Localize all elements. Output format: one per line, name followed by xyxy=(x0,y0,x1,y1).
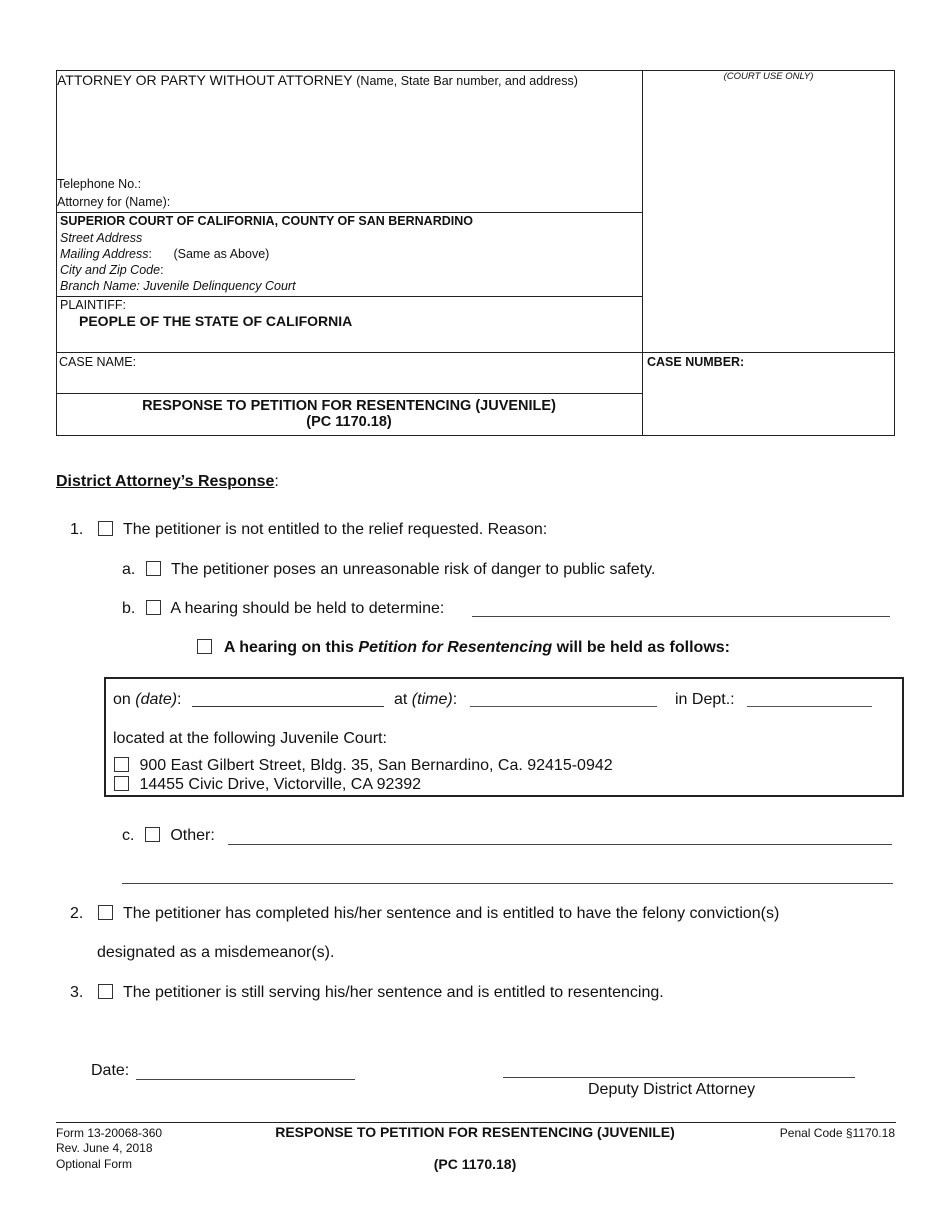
court-name: SUPERIOR COURT OF CALIFORNIA, COUNTY OF SAN BERNARDINO xyxy=(60,214,473,228)
hearing-date-colon: : xyxy=(177,691,182,708)
hearing-checkbox[interactable] xyxy=(197,639,212,654)
item-1 xyxy=(70,521,547,539)
hearing-text-italic: Petition for Resentencing xyxy=(358,639,553,656)
signer-title: Deputy District Attorney xyxy=(588,1081,756,1098)
item-1a xyxy=(122,561,655,579)
hearing-text-post: will be held as follows: xyxy=(552,639,730,656)
response-heading-text: District Attorney’s Response xyxy=(56,473,275,490)
item-1b-determine-line[interactable] xyxy=(472,616,890,617)
item-1b-text: A hearing should be held to determine: xyxy=(170,600,445,617)
footer-optional: Optional Form xyxy=(56,1157,133,1171)
plaintiff-label: PLAINTIFF: xyxy=(60,298,126,312)
item-2-number: 2. xyxy=(70,905,84,922)
court-option-1-text: 900 East Gilbert Street, Bldg. 35, San Bernardino, Ca. 92415-0942 xyxy=(139,757,613,774)
city-zip-label: City and Zip Code xyxy=(60,263,161,277)
hearing-dept-label: in Dept.: xyxy=(675,691,735,708)
footer-form-number: Form 13-20068-360 xyxy=(56,1126,163,1140)
item-1b-letter: b. xyxy=(122,600,136,617)
caption-divider-case xyxy=(56,352,895,353)
item-1-text: The petitioner is not entitled to the relief requested. Reason: xyxy=(122,521,548,538)
court-use-only: (COURT USE ONLY) xyxy=(723,71,814,82)
attorney-label: ATTORNEY OR PARTY WITHOUT ATTORNEY xyxy=(57,72,353,88)
mailing-address xyxy=(60,247,269,261)
item-1c xyxy=(122,827,215,845)
footer-title-1: RESPONSE TO PETITION FOR RESENTENCING (JUVENILE) xyxy=(275,1124,675,1140)
item-2-continuation: designated as a misdemeanor(s). xyxy=(97,944,335,961)
item-2-checkbox[interactable] xyxy=(98,905,113,920)
hearing-date-field xyxy=(113,691,182,709)
item-3-number: 3. xyxy=(70,984,84,1001)
item-1a-text: The petitioner poses an unreasonable risk of danger to public safety. xyxy=(170,561,656,578)
branch-name xyxy=(60,279,296,293)
attorney-heading xyxy=(57,72,578,88)
item-1c-letter: c. xyxy=(122,827,135,844)
item-1-number: 1. xyxy=(70,521,84,538)
item-1-checkbox[interactable] xyxy=(98,521,113,536)
item-1a-checkbox[interactable] xyxy=(146,561,161,576)
hearing-date-line[interactable] xyxy=(192,706,384,707)
city-zip xyxy=(60,263,164,277)
mailing-address-colon: : xyxy=(148,247,152,261)
telephone-label: Telephone No.: xyxy=(57,177,142,191)
street-address-label: Street Address xyxy=(60,231,143,245)
item-1b xyxy=(122,600,444,618)
caption-divider-vertical xyxy=(642,70,643,436)
item-1c-other-line-1[interactable] xyxy=(228,844,892,845)
item-3-checkbox[interactable] xyxy=(98,984,113,999)
hearing-on-label: on xyxy=(113,691,136,708)
form-title-line-2: (PC 1170.18) xyxy=(306,414,392,430)
hearing-time-line[interactable] xyxy=(470,706,657,707)
court-option-1 xyxy=(114,757,613,775)
case-number-label: CASE NUMBER: xyxy=(647,355,745,369)
footer-rule xyxy=(56,1122,896,1123)
case-name-label: CASE NAME: xyxy=(59,355,137,369)
mailing-address-label: Mailing Address xyxy=(60,247,149,261)
signature-date-line[interactable] xyxy=(136,1079,355,1080)
item-3-text: The petitioner is still serving his/her sentence and is entitled to resentencing. xyxy=(122,984,664,1001)
item-1c-other-line-2[interactable] xyxy=(122,883,893,884)
court-option-2-checkbox[interactable] xyxy=(114,776,129,791)
item-1c-checkbox[interactable] xyxy=(145,827,160,842)
item-1b-checkbox[interactable] xyxy=(146,600,161,615)
hearing-text-pre: A hearing on this xyxy=(223,639,359,656)
hearing-date-label: (date) xyxy=(135,691,178,708)
mailing-address-value: (Same as Above) xyxy=(173,247,270,261)
hearing-at-label: at xyxy=(394,691,412,708)
response-heading xyxy=(56,473,279,491)
response-heading-colon: : xyxy=(274,473,279,490)
signature-line[interactable] xyxy=(503,1077,855,1078)
hearing-time-label: (time) xyxy=(411,691,453,708)
city-zip-colon: : xyxy=(160,263,164,277)
item-2-text: The petitioner has completed his/her sentence and is entitled to have the felony conviction(s) xyxy=(122,905,780,922)
item-2 xyxy=(70,905,779,923)
branch-name-value: Juvenile Delinquency Court xyxy=(143,279,296,293)
caption-divider-court xyxy=(56,212,642,213)
form-title-line-1: RESPONSE TO PETITION FOR RESENTENCING (JUVENILE) xyxy=(142,398,556,414)
court-option-1-checkbox[interactable] xyxy=(114,757,129,772)
hearing-time-field xyxy=(394,691,457,709)
signature-date-label: Date: xyxy=(91,1062,130,1079)
attorney-for-label: Attorney for (Name): xyxy=(57,195,171,209)
caption-divider-plaintiff xyxy=(56,296,642,297)
court-option-2-text: 14455 Civic Drive, Victorville, CA 92392 xyxy=(139,776,422,793)
court-option-2 xyxy=(114,776,421,794)
caption-divider-title xyxy=(56,393,642,394)
branch-name-label: Branch Name: xyxy=(60,279,140,293)
footer-revision: Rev. June 4, 2018 xyxy=(56,1141,153,1155)
plaintiff-value: PEOPLE OF THE STATE OF CALIFORNIA xyxy=(79,313,353,329)
hearing-statement xyxy=(197,639,730,657)
item-1a-letter: a. xyxy=(122,561,136,578)
hearing-time-colon: : xyxy=(452,691,458,708)
footer-title-2: (PC 1170.18) xyxy=(433,1156,517,1172)
item-3 xyxy=(70,984,664,1002)
hearing-dept-line[interactable] xyxy=(747,706,872,707)
located-label: located at the following Juvenile Court: xyxy=(113,730,387,747)
attorney-hint: (Name, State Bar number, and address) xyxy=(356,74,578,88)
footer-penal-code: Penal Code §1170.18 xyxy=(779,1126,895,1140)
item-1c-text: Other: xyxy=(170,827,215,844)
